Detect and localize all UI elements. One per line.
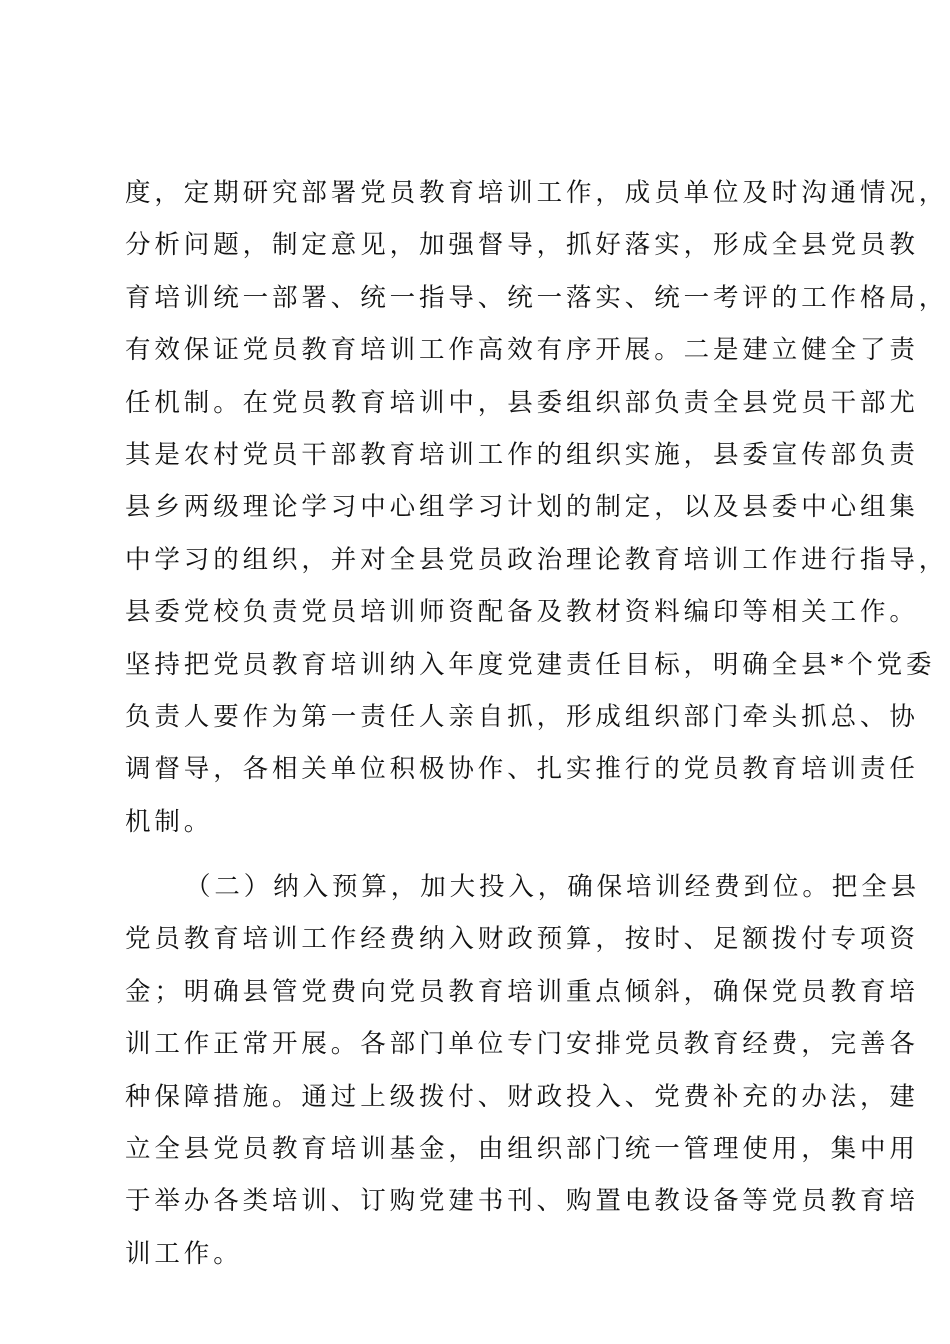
document-body <box>125 167 949 1280</box>
text-line: 育培训统一部署、统一指导、统一落实、统一考评的工作格局， <box>125 282 949 313</box>
text-line: 分析问题，制定意见，加强督导，抓好落实，形成全县党员教 <box>125 230 919 261</box>
text-line: 种保障措施。通过上级拨付、财政投入、党费补充的办法，建 <box>125 1081 919 1112</box>
text-line: 调督导，各相关单位积极协作、扎实推行的党员教育培训责任 <box>125 754 919 785</box>
text-line: 有效保证党员教育培训工作高效有序开展。二是建立健全了责 <box>125 335 919 366</box>
text-line: 金；明确县管党费向党员教育培训重点倾斜，确保党员教育培 <box>125 976 919 1007</box>
text-line: 训工作。 <box>125 1238 243 1269</box>
text-line: 县乡两级理论学习中心组学习计划的制定，以及县委中心组集 <box>125 492 919 523</box>
paragraph-responsibility-mechanism <box>125 167 949 848</box>
text-line: 机制。 <box>125 806 214 837</box>
text-line: 训工作正常开展。各部门单位专门安排党员教育经费，完善各 <box>125 1029 919 1060</box>
text-line: 其是农村党员干部教育培训工作的组织实施，县委宣传部负责 <box>125 439 919 470</box>
section-heading-line: （二）纳入预算，加大投入，确保培训经费到位。把全县 <box>185 872 921 903</box>
text-line: 中学习的组织，并对全县党员政治理论教育培训工作进行指导， <box>125 544 949 575</box>
text-line: 立全县党员教育培训基金，由组织部门统一管理使用，集中用 <box>125 1134 919 1165</box>
text-line: 度，定期研究部署党员教育培训工作，成员单位及时沟通情况， <box>125 178 949 208</box>
paragraph-budget-funding <box>125 861 921 1280</box>
text-line: 县委党校负责党员培训师资配备及教材资料编印等相关工作。 <box>125 597 919 628</box>
text-line: 党员教育培训工作经费纳入财政预算，按时、足额拨付专项资 <box>125 924 919 955</box>
text-line: 于举办各类培训、订购党建书刊、购置电教设备等党员教育培 <box>125 1186 919 1217</box>
text-line: 坚持把党员教育培训纳入年度党建责任目标，明确全县*个党委 <box>125 649 936 680</box>
text-line: 任机制。在党员教育培训中，县委组织部负责全县党员干部尤 <box>125 387 919 418</box>
paragraph-spacer <box>125 848 845 861</box>
text-line: 负责人要作为第一责任人亲自抓，形成组织部门牵头抓总、协 <box>125 701 919 732</box>
